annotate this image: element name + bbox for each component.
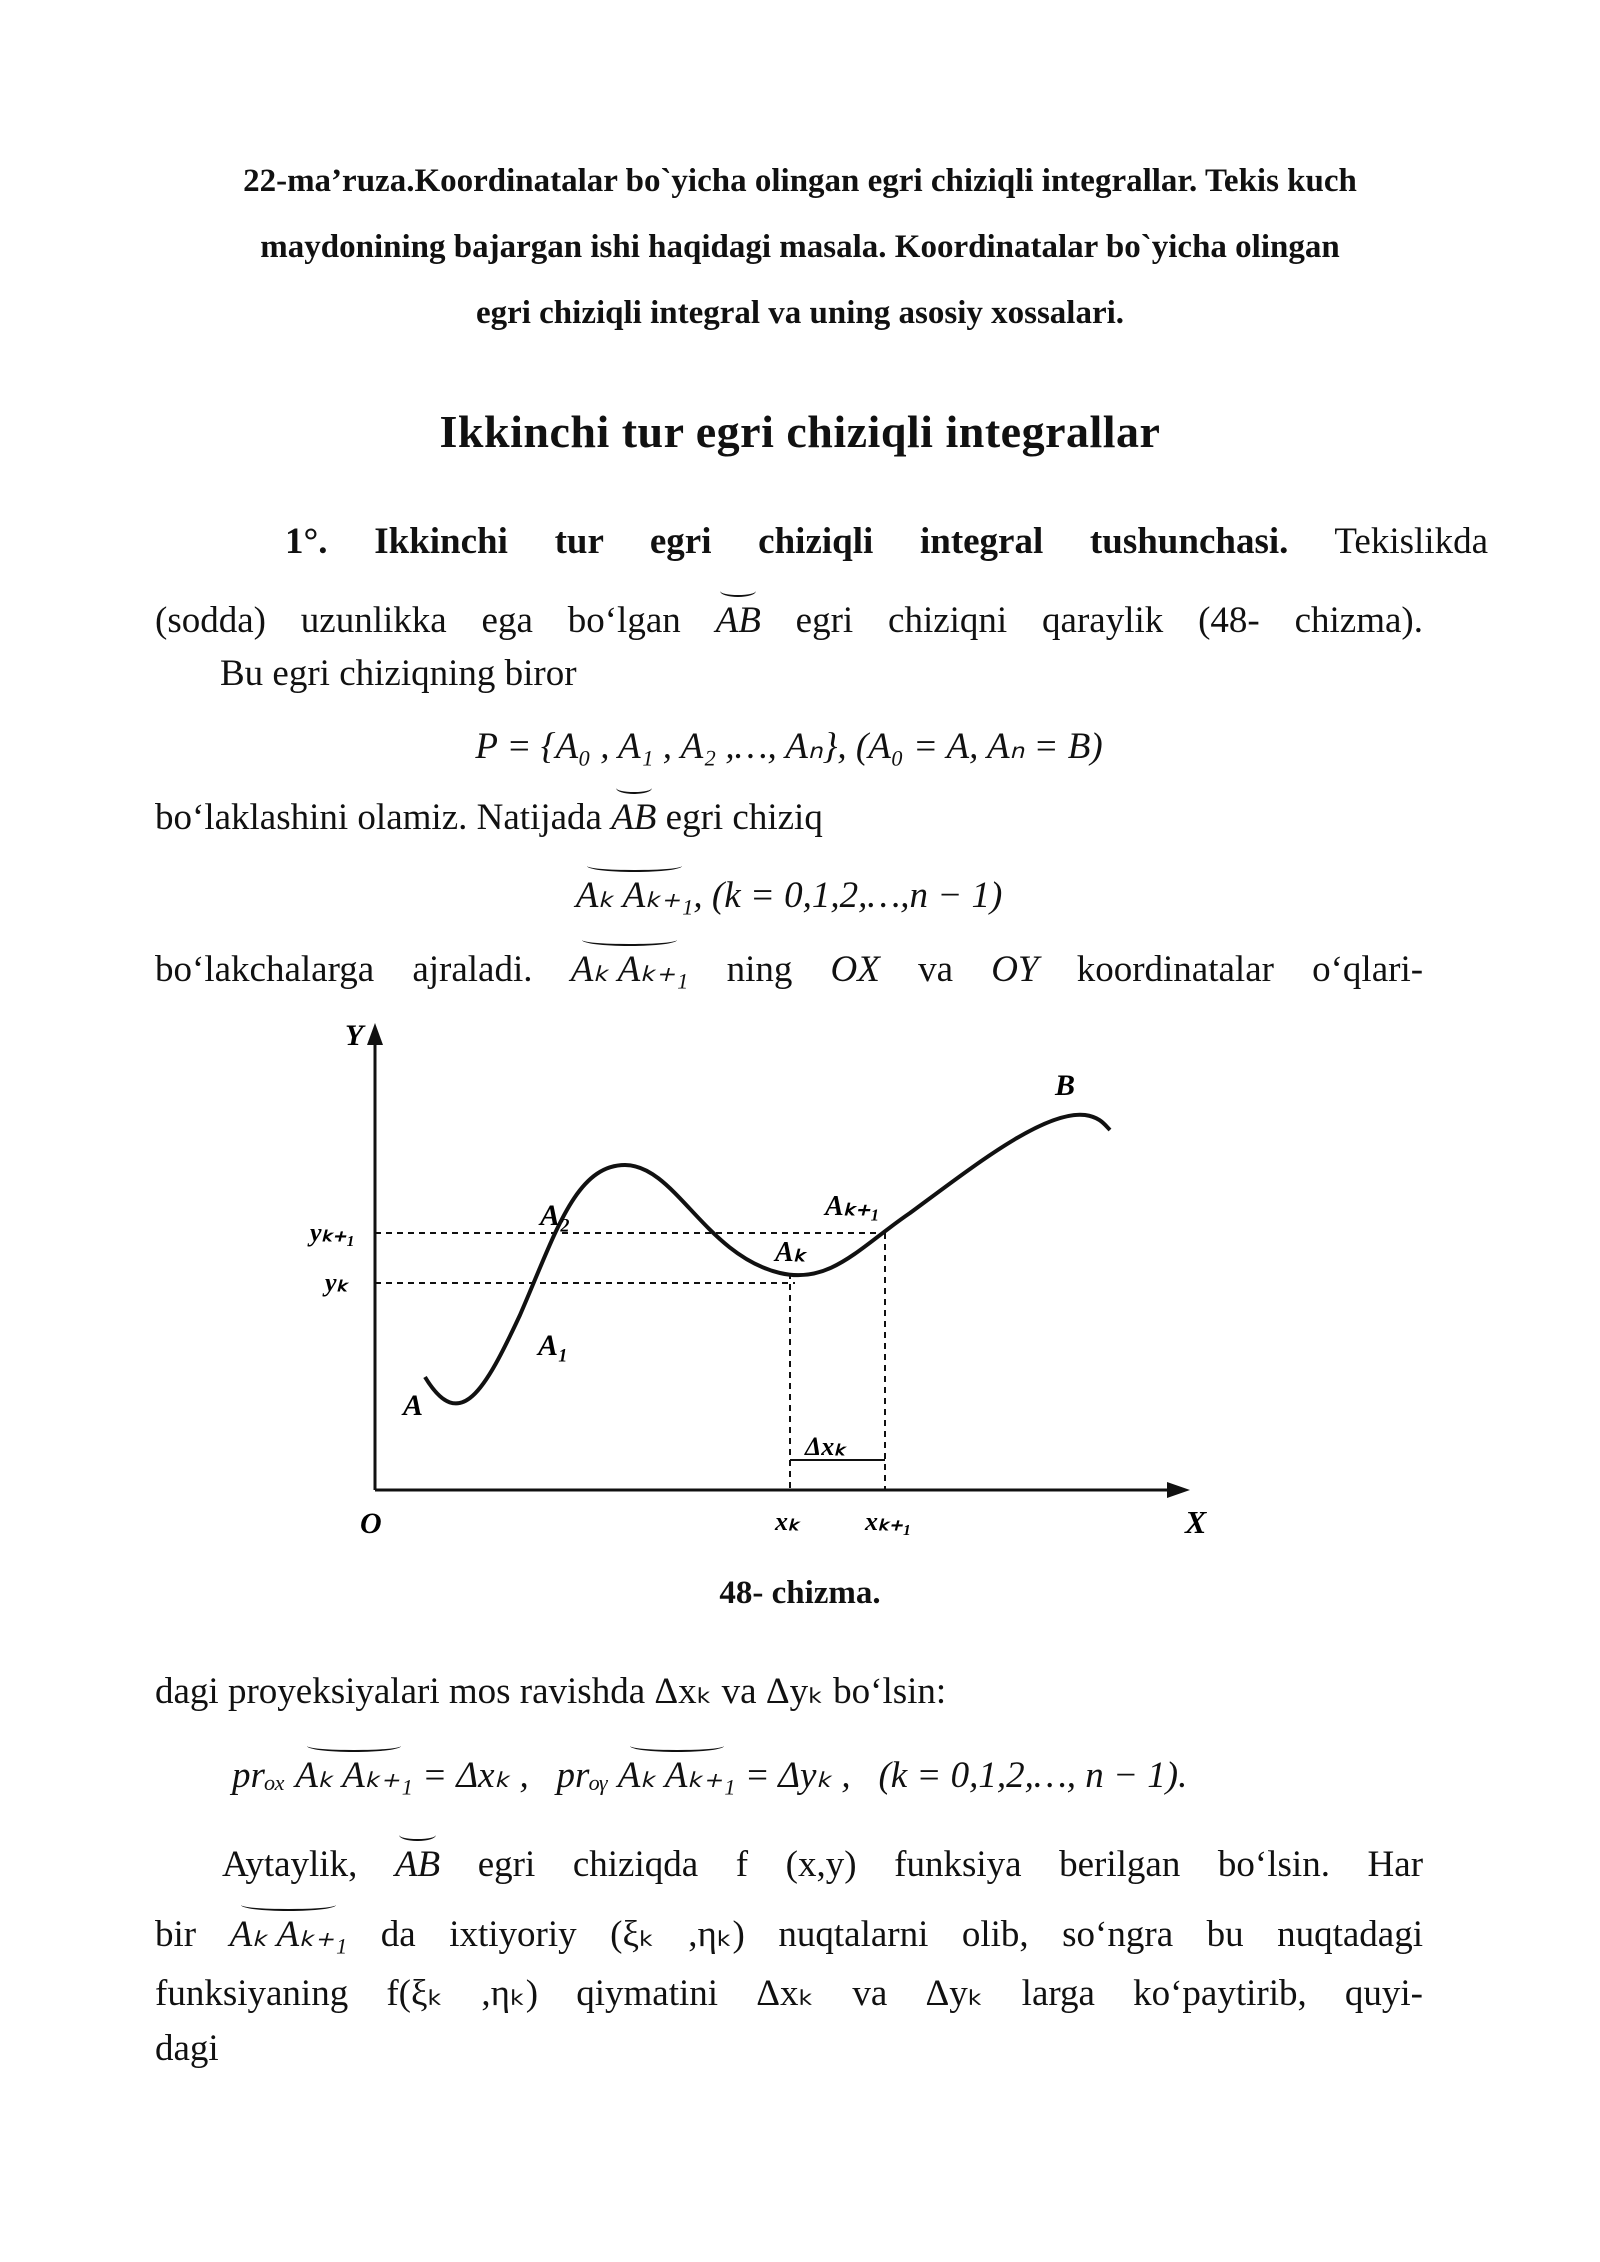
label-X: X: [1185, 1504, 1207, 1540]
label-Ak1: Aₖ₊₁: [825, 1191, 881, 1222]
p3-line-4: dagi: [155, 2028, 219, 2069]
label-Ak: Aₖ: [775, 1237, 806, 1268]
lecture-heading: [150, 148, 1450, 346]
label-xk: xₖ: [775, 1507, 800, 1536]
label-xk1: xₖ₊₁: [865, 1507, 912, 1536]
formula-subarcs: [155, 866, 1423, 920]
curve-AB: [425, 1115, 1110, 1404]
label-A: A: [403, 1389, 424, 1422]
proj-index-range: (k = 0,1,2,…, n − 1).: [878, 1755, 1188, 1796]
pr-ox: prₒₓ: [232, 1755, 286, 1796]
line-bolakcha-b: ning: [726, 949, 793, 990]
arc-AkAk1-2: Aₖ Aₖ₊₁: [571, 940, 689, 994]
formula-subarcs-rest: , (k = 0,1,2,…,n − 1): [693, 875, 1003, 916]
p3-l1a: Aytaylik,: [222, 1844, 358, 1885]
p3-line-2: [155, 1905, 1423, 1959]
p1-bold-title: Ikkinchi tur egri chiziqli integral tushunchasi.: [374, 521, 1289, 562]
va-word: va: [918, 949, 953, 990]
pr-oy: prₒᵧ: [556, 1755, 609, 1796]
p3-line-3: funksiyaning f(ξₖ ,ηₖ) qiymatini Δxₖ va Δyₖ larga ko‘paytirib, quyi-: [155, 1973, 1423, 2014]
line-bolaklash-a: bo‘laklashini olamiz. Natijada: [155, 797, 602, 838]
p2-line-1: dagi proyeksiyalari mos ravishda Δxₖ va Δyₖ bo‘lsin:: [155, 1671, 947, 1712]
figure-48: [285, 1015, 1225, 1555]
p1-number: 1°.: [285, 521, 328, 562]
p2-formula: [232, 1746, 1187, 1800]
label-yk: yₖ: [325, 1268, 348, 1297]
line-bolaklash: [155, 788, 823, 842]
line-bolakcha-c: koordinatalar o‘qlari-: [1076, 949, 1424, 990]
formula-partition: P = {A₀ , A₁ , A₂ ,…, Aₙ}, (A₀ = A, Aₙ = B): [475, 726, 1103, 767]
arc-AB-3: AB: [395, 1835, 440, 1889]
label-Y: Y: [345, 1019, 364, 1052]
p3-l1b: egri chiziqda f (x,y) funksiya berilgan bo‘lsin. Har: [477, 1844, 1424, 1885]
p1-line-3: Bu egri chiziqning biror: [220, 653, 577, 694]
x-axis-arrow: [1167, 1482, 1190, 1498]
label-A2: A₂: [540, 1199, 571, 1232]
arc-proj-2: Aₖ Aₖ₊₁: [618, 1746, 736, 1800]
label-A1: A₁: [538, 1329, 569, 1362]
label-yk1: yₖ₊₁: [310, 1218, 356, 1247]
heading-line-1: 22-ma’ruza.Koordinatalar bo`yicha olingan egri chiziqli integrallar. Tekis kuch: [243, 163, 1357, 199]
arc-AkAk1-3: Aₖ Aₖ₊₁: [230, 1905, 348, 1959]
arc-proj-1: Aₖ Aₖ₊₁: [295, 1746, 413, 1800]
line-bolakcha-a: bo‘lakchalarga ajraladi.: [155, 949, 533, 990]
section-title: Ikkinchi tur egri chiziqli integrallar: [439, 406, 1161, 457]
heading-line-2: maydonining bajargan ishi haqidagi masala. Koordinatalar bo`yicha olingan: [260, 229, 1340, 265]
ox-label: OX: [830, 949, 880, 990]
label-O: O: [360, 1507, 382, 1540]
p3-l2a: bir: [155, 1914, 197, 1955]
p3-line-1: [222, 1835, 1423, 1889]
y-axis-arrow: [367, 1023, 383, 1045]
p1-line-2b: egri chiziqni qaraylik (48- chizma).: [795, 600, 1423, 641]
p1-line-2: [155, 591, 1423, 645]
arc-AB: AB: [716, 591, 761, 645]
p3-l2b: da ixtiyoriy (ξₖ ,ηₖ) nuqtalarni olib, so‘ngra bu nuqtadagi: [380, 1914, 1424, 1955]
eq-dx: = Δxₖ ,: [422, 1755, 529, 1796]
label-B: B: [1055, 1069, 1076, 1102]
p1-line-2a: (sodda) uzunlikka ega bo‘lgan: [155, 600, 681, 641]
p1-rest: Tekislikda: [1334, 521, 1488, 562]
arc-AkAk1: Aₖ Aₖ₊₁: [576, 866, 694, 920]
heading-line-3: egri chiziqli integral va uning asosiy xossalari.: [475, 295, 1125, 331]
line-bolaklash-b: egri chiziq: [665, 797, 823, 838]
p1-line-1: [220, 518, 1488, 566]
label-dxk: Δxₖ: [805, 1432, 846, 1461]
eq-dy: = Δyₖ ,: [744, 1755, 851, 1796]
oy-label: OY: [991, 949, 1039, 990]
arc-AB-2: AB: [611, 788, 656, 842]
figure-caption: 48- chizma.: [719, 1575, 881, 1611]
line-bolakcha: [155, 940, 1423, 994]
